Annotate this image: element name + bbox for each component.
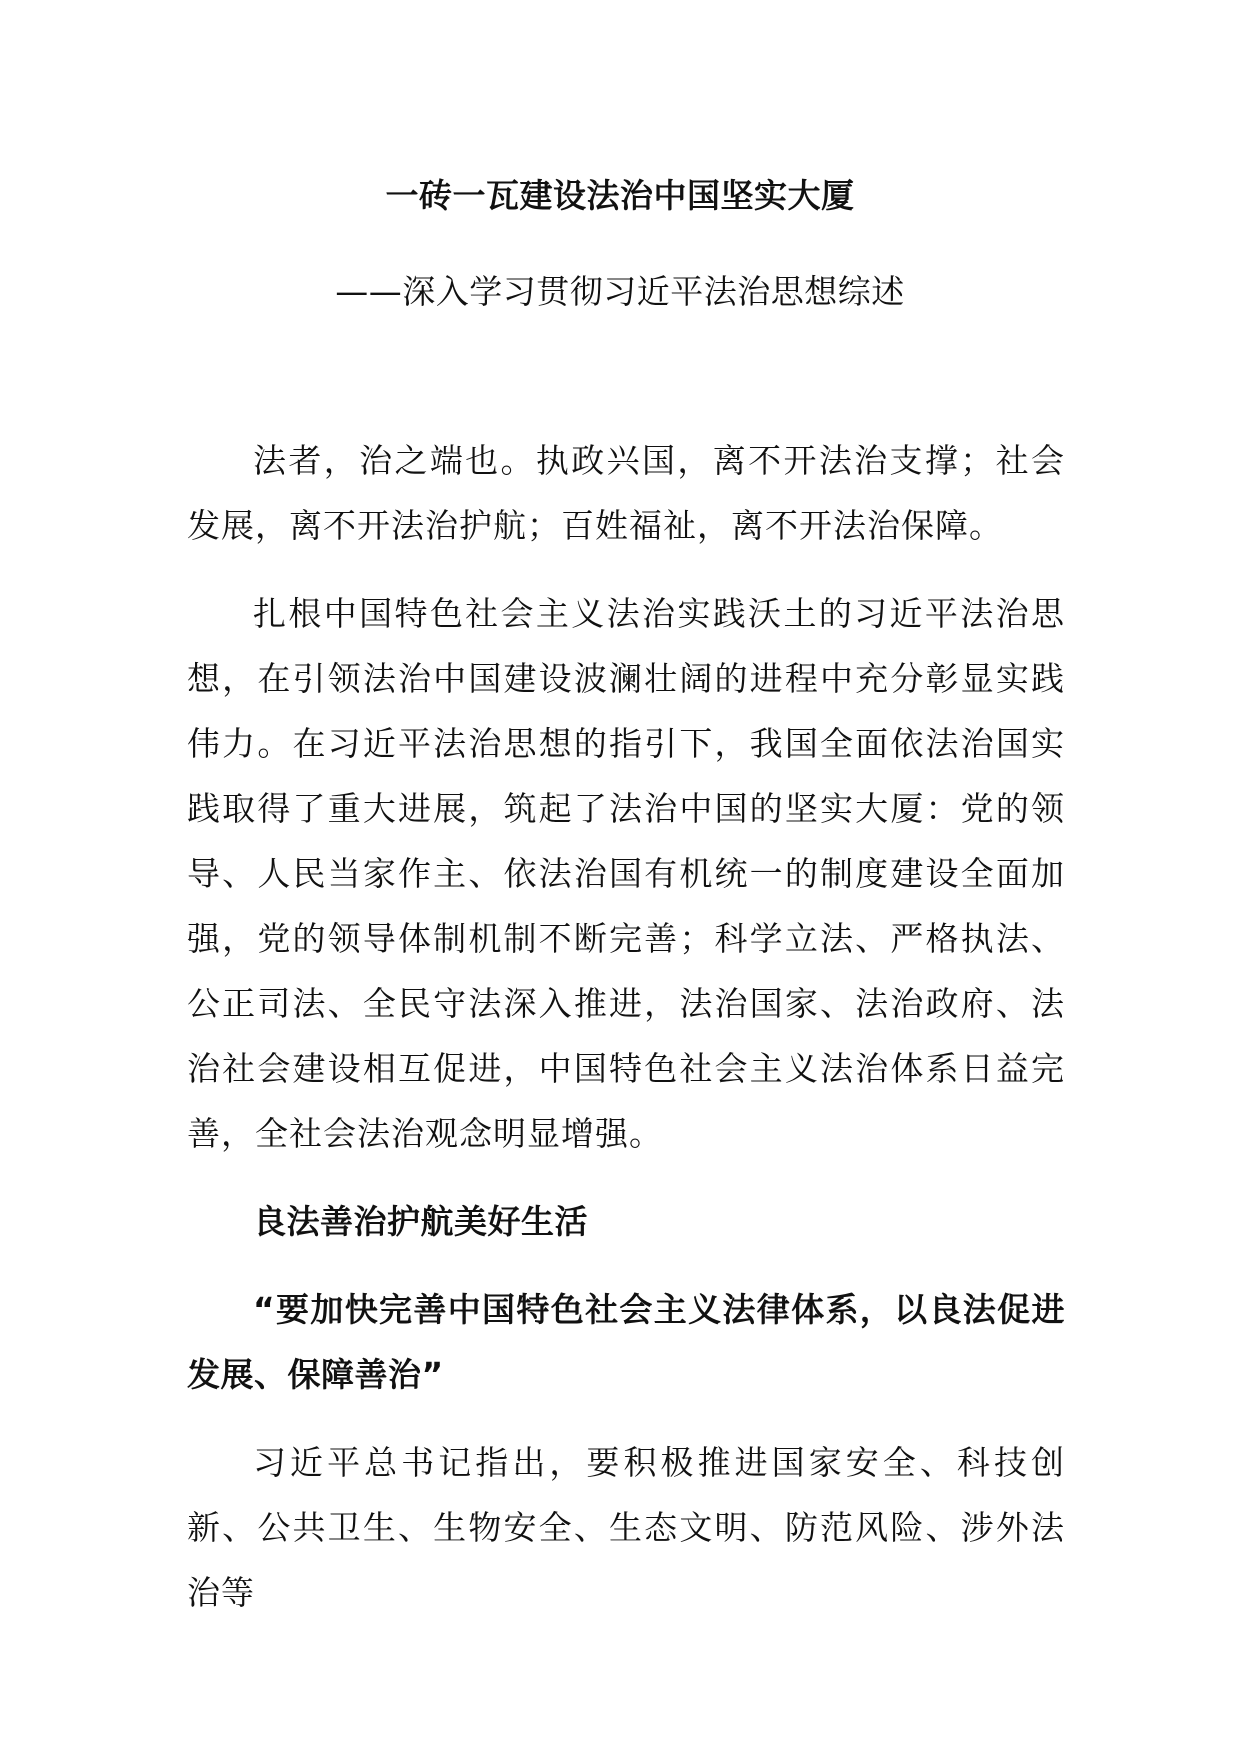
section-heading: 良法善治护航美好生活 <box>253 1202 588 1241</box>
paragraph-main: 扎根中国特色社会主义法治实践沃土的习近平法治思想，在引领法治中国建设波澜壮阔的进程中充分彰显实践伟力。在习近平法治思想的指引下，我国全面依法治国实践取得了重大进展，筑起了法治中国的坚实大厦：党的领导、人民当家作主、依法治国有机统一的制度建设全面加强，党的领导体制机制不断完善；科学立法、严格执法、公正司法、全民守法深入推进，法治国家、法治政府、法治社会建设相互促进，中国特色社会主义法治体系日益完善，全社会法治观念明显增强。 <box>187 594 1065 1153</box>
document-body <box>187 428 1065 1648</box>
paragraph-continued: 习近平总书记指出，要积极推进国家安全、科技创新、公共卫生、生物安全、生态文明、防范风险、涉外法治等 <box>187 1443 1065 1612</box>
quote-heading: “要加快完善中国特色社会主义法律体系，以良法促进发展、保障善治” <box>187 1290 1065 1394</box>
document-subtitle: ——深入学习贯彻习近平法治思想综述 <box>335 272 905 311</box>
document-title: 一砖一瓦建设法治中国坚实大厦 <box>385 176 855 215</box>
paragraph-intro: 法者，治之端也。执政兴国，离不开法治支撑；社会发展，离不开法治护航；百姓福祉，离不开法治保障。 <box>187 441 1065 545</box>
